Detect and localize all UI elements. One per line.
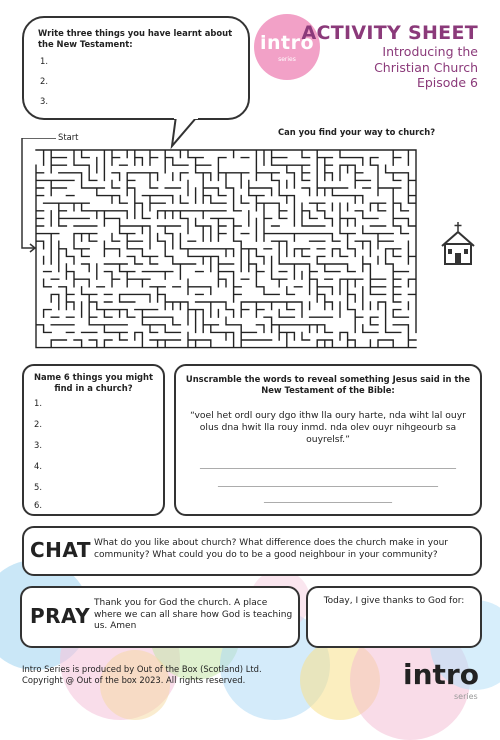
subtitle-line-2: Christian Church — [374, 59, 478, 75]
answer-line-2[interactable]: _______________________________________________________ — [218, 478, 438, 487]
chat-label: CHAT — [30, 538, 91, 562]
things-number-4: 4. — [34, 461, 42, 471]
footer-credits — [22, 664, 262, 686]
maze[interactable] — [20, 138, 432, 360]
chat-box — [22, 526, 482, 576]
pray-label: PRAY — [30, 604, 91, 628]
things-number-3: 3. — [34, 440, 42, 450]
subtitle-line-1: Introducing the — [382, 44, 478, 59]
footer-logo-sub: series — [454, 692, 478, 701]
maze-walls — [36, 150, 416, 348]
chat-text: What do you like about church? What difference does the church make in your community? What could you do to be a good neighbour in your community? — [94, 538, 448, 560]
logo-sub: series — [278, 56, 296, 63]
maze-start-label: Start — [58, 132, 79, 142]
footer-line-1: Intro Series is produced by Out of the Box (Scotland) Ltd. — [22, 664, 262, 674]
unscramble-box — [174, 364, 482, 516]
things-title: Name 6 things you might find in a church? — [33, 372, 154, 393]
bubble-number-3: 3. — [40, 96, 48, 106]
logo-word: intro — [259, 32, 315, 54]
footer-logo: intro — [403, 658, 479, 691]
maze-question: Can you find your way to church? — [278, 127, 436, 137]
things-number-2: 2. — [34, 419, 42, 429]
things-number-5: 5. — [34, 482, 42, 492]
pray-box — [20, 586, 300, 648]
things-number-6: 6. — [34, 500, 42, 510]
thanks-prompt: Today, I give thanks to God for: — [323, 596, 465, 606]
name-things-box — [22, 364, 165, 516]
page-title: ACTIVITY SHEET — [301, 22, 478, 44]
footer-line-2: Copyright @ Out of the box 2023. All rights reserved. — [22, 675, 246, 685]
subtitle-line-3: Episode 6 — [416, 75, 478, 90]
pray-text: Thank you for God the church. A place where we can all share how God is teaching us. Amen — [94, 598, 293, 631]
scrambled-quote: “voel het ordl oury dgo ithw lla oury harte, nda wiht lal ouyr olus dna hwit lla rouy inmd. nda olev ouyr nihgeourb sa ouyrelsf.” — [190, 410, 466, 445]
bubble-number-2: 2. — [40, 76, 48, 86]
answer-line-3[interactable]: ________________________________ — [264, 494, 392, 503]
unscramble-title: Unscramble the words to reveal something Jesus said in the New Testament of the Bible: — [185, 374, 471, 395]
bubble-number-1: 1. — [40, 56, 48, 66]
bubble-question: Write three things you have learnt about the New Testament: — [38, 28, 233, 49]
things-number-1: 1. — [34, 398, 42, 408]
church-icon — [440, 222, 476, 266]
thanks-box[interactable] — [306, 586, 482, 648]
learnt-bubble — [22, 16, 250, 120]
answer-line-1[interactable]: ________________________________________________________________ — [200, 460, 456, 469]
page-subtitle — [288, 44, 478, 91]
